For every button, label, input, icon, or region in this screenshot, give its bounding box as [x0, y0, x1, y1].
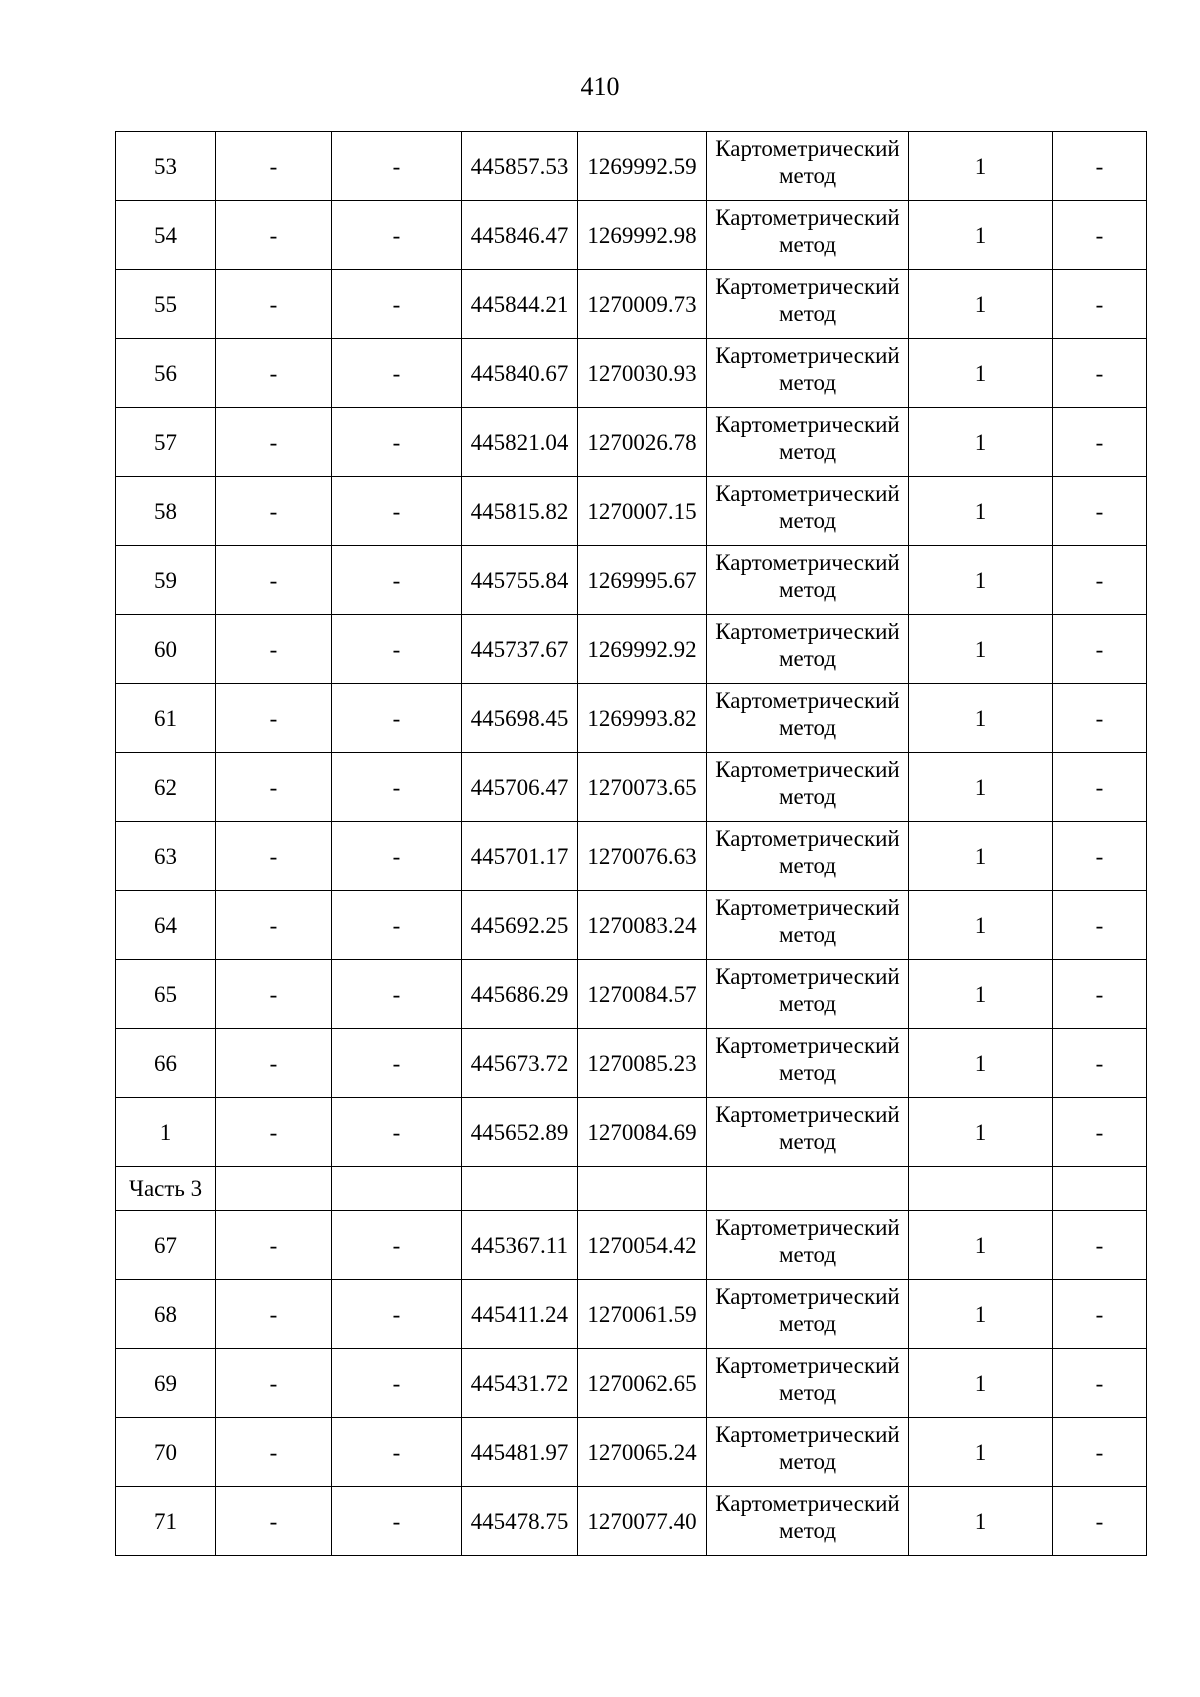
point-number-cell: 68: [116, 1280, 216, 1349]
dash-cell: -: [332, 1098, 462, 1167]
point-number-cell: 61: [116, 684, 216, 753]
y-coordinate-cell: 1270076.63: [578, 822, 707, 891]
method-cell: [707, 1280, 909, 1349]
dash-cell: -: [1053, 1487, 1147, 1556]
method-cell: [707, 1418, 909, 1487]
dash-cell: -: [1053, 1211, 1147, 1280]
x-coordinate-cell: 445706.47: [462, 753, 578, 822]
table-row: [116, 1211, 1147, 1280]
method-cell: [707, 270, 909, 339]
y-coordinate-cell: 1270083.24: [578, 891, 707, 960]
dash-cell: -: [332, 1211, 462, 1280]
point-number-cell: 64: [116, 891, 216, 960]
method-line-2: метод: [778, 646, 837, 671]
dash-cell: -: [332, 1349, 462, 1418]
table-row: [116, 1349, 1147, 1418]
method-line-2: метод: [778, 715, 837, 740]
method-line-1: Картометрический: [715, 1491, 900, 1516]
dash-cell: -: [1053, 891, 1147, 960]
dash-cell: -: [332, 546, 462, 615]
dash-cell: -: [332, 822, 462, 891]
dash-cell: -: [216, 1418, 332, 1487]
x-coordinate-cell: 445840.67: [462, 339, 578, 408]
table-row: [116, 339, 1147, 408]
dash-cell: -: [332, 891, 462, 960]
dash-cell: -: [1053, 1280, 1147, 1349]
method-line-2: метод: [778, 1380, 837, 1405]
accuracy-cell: 1: [909, 1418, 1053, 1487]
accuracy-cell: 1: [909, 132, 1053, 201]
y-coordinate-cell: 1270007.15: [578, 477, 707, 546]
point-number-cell: 71: [116, 1487, 216, 1556]
point-number-cell: 67: [116, 1211, 216, 1280]
table-row: [116, 891, 1147, 960]
y-coordinate-cell: 1269993.82: [578, 684, 707, 753]
method-line-1: Картометрический: [715, 481, 900, 506]
empty-cell: [707, 1167, 909, 1211]
x-coordinate-cell: 445755.84: [462, 546, 578, 615]
dash-cell: -: [216, 132, 332, 201]
dash-cell: -: [332, 270, 462, 339]
x-coordinate-cell: 445701.17: [462, 822, 578, 891]
method-cell: [707, 1487, 909, 1556]
accuracy-cell: 1: [909, 960, 1053, 1029]
empty-cell: [578, 1167, 707, 1211]
dash-cell: -: [1053, 477, 1147, 546]
y-coordinate-cell: 1270026.78: [578, 408, 707, 477]
accuracy-cell: 1: [909, 1280, 1053, 1349]
dash-cell: -: [332, 1029, 462, 1098]
x-coordinate-cell: 445431.72: [462, 1349, 578, 1418]
accuracy-cell: 1: [909, 408, 1053, 477]
x-coordinate-cell: 445698.45: [462, 684, 578, 753]
dash-cell: -: [216, 408, 332, 477]
x-coordinate-cell: 445478.75: [462, 1487, 578, 1556]
x-coordinate-cell: 445652.89: [462, 1098, 578, 1167]
point-number-cell: 54: [116, 201, 216, 270]
x-coordinate-cell: 445737.67: [462, 615, 578, 684]
x-coordinate-cell: 445844.21: [462, 270, 578, 339]
dash-cell: -: [216, 684, 332, 753]
method-cell: [707, 339, 909, 408]
x-coordinate-cell: 445692.25: [462, 891, 578, 960]
empty-cell: [1053, 1167, 1147, 1211]
point-number-cell: 58: [116, 477, 216, 546]
method-line-2: метод: [778, 163, 837, 188]
method-line-1: Картометрический: [715, 619, 900, 644]
accuracy-cell: 1: [909, 270, 1053, 339]
point-number-cell: 59: [116, 546, 216, 615]
dash-cell: -: [332, 477, 462, 546]
y-coordinate-cell: 1269992.98: [578, 201, 707, 270]
method-line-2: метод: [778, 1518, 837, 1543]
dash-cell: -: [216, 1349, 332, 1418]
y-coordinate-cell: 1269992.92: [578, 615, 707, 684]
method-cell: [707, 960, 909, 1029]
dash-cell: -: [1053, 1349, 1147, 1418]
accuracy-cell: 1: [909, 201, 1053, 270]
point-number-cell: 1: [116, 1098, 216, 1167]
dash-cell: -: [1053, 960, 1147, 1029]
accuracy-cell: 1: [909, 546, 1053, 615]
x-coordinate-cell: 445686.29: [462, 960, 578, 1029]
method-line-1: Картометрический: [715, 895, 900, 920]
dash-cell: -: [216, 546, 332, 615]
table-row: [116, 408, 1147, 477]
dash-cell: -: [332, 339, 462, 408]
method-line-2: метод: [778, 991, 837, 1016]
table-row: [116, 546, 1147, 615]
method-cell: [707, 477, 909, 546]
method-line-2: метод: [778, 853, 837, 878]
method-line-1: Картометрический: [715, 1353, 900, 1378]
page-number: 410: [580, 72, 620, 101]
y-coordinate-cell: 1270085.23: [578, 1029, 707, 1098]
accuracy-cell: 1: [909, 477, 1053, 546]
dash-cell: -: [1053, 201, 1147, 270]
table-row: [116, 1029, 1147, 1098]
dash-cell: -: [216, 339, 332, 408]
point-number-cell: 55: [116, 270, 216, 339]
table-row: [116, 1098, 1147, 1167]
method-line-1: Картометрический: [715, 412, 900, 437]
method-cell: [707, 546, 909, 615]
method-line-1: Картометрический: [715, 136, 900, 161]
x-coordinate-cell: 445367.11: [462, 1211, 578, 1280]
method-line-2: метод: [778, 577, 837, 602]
dash-cell: -: [1053, 684, 1147, 753]
table-row: [116, 201, 1147, 270]
accuracy-cell: 1: [909, 1349, 1053, 1418]
dash-cell: -: [332, 1418, 462, 1487]
method-cell: [707, 1098, 909, 1167]
dash-cell: -: [332, 753, 462, 822]
dash-cell: -: [216, 1487, 332, 1556]
method-line-2: метод: [778, 1449, 837, 1474]
method-line-2: метод: [778, 232, 837, 257]
dash-cell: -: [1053, 339, 1147, 408]
x-coordinate-cell: 445673.72: [462, 1029, 578, 1098]
x-coordinate-cell: 445857.53: [462, 132, 578, 201]
dash-cell: -: [332, 684, 462, 753]
point-number-cell: 60: [116, 615, 216, 684]
dash-cell: -: [1053, 753, 1147, 822]
method-line-2: метод: [778, 1060, 837, 1085]
dash-cell: -: [216, 477, 332, 546]
method-cell: [707, 132, 909, 201]
point-number-cell: 53: [116, 132, 216, 201]
coordinates-table-body: [116, 132, 1147, 1556]
table-row: [116, 960, 1147, 1029]
dash-cell: -: [1053, 822, 1147, 891]
accuracy-cell: 1: [909, 1098, 1053, 1167]
method-cell: [707, 753, 909, 822]
accuracy-cell: 1: [909, 822, 1053, 891]
y-coordinate-cell: 1270073.65: [578, 753, 707, 822]
empty-cell: [462, 1167, 578, 1211]
table-row: [116, 822, 1147, 891]
point-number-cell: 66: [116, 1029, 216, 1098]
dash-cell: -: [332, 1487, 462, 1556]
method-line-2: метод: [778, 922, 837, 947]
accuracy-cell: 1: [909, 753, 1053, 822]
dash-cell: -: [216, 960, 332, 1029]
coordinates-table: [115, 131, 1147, 1556]
method-line-1: Картометрический: [715, 826, 900, 851]
x-coordinate-cell: 445815.82: [462, 477, 578, 546]
dash-cell: -: [332, 960, 462, 1029]
dash-cell: -: [216, 1280, 332, 1349]
table-row: [116, 684, 1147, 753]
y-coordinate-cell: 1270065.24: [578, 1418, 707, 1487]
empty-cell: [909, 1167, 1053, 1211]
dash-cell: -: [332, 201, 462, 270]
method-line-2: метод: [778, 1242, 837, 1267]
point-number-cell: 65: [116, 960, 216, 1029]
accuracy-cell: 1: [909, 615, 1053, 684]
y-coordinate-cell: 1270030.93: [578, 339, 707, 408]
method-line-2: метод: [778, 301, 837, 326]
accuracy-cell: 1: [909, 339, 1053, 408]
method-cell: [707, 1211, 909, 1280]
dash-cell: -: [1053, 408, 1147, 477]
accuracy-cell: 1: [909, 1487, 1053, 1556]
method-cell: [707, 408, 909, 477]
dash-cell: -: [216, 201, 332, 270]
table-row: [116, 1487, 1147, 1556]
dash-cell: -: [1053, 1098, 1147, 1167]
dash-cell: -: [216, 1211, 332, 1280]
dash-cell: -: [216, 1098, 332, 1167]
method-cell: [707, 684, 909, 753]
method-cell: [707, 891, 909, 960]
dash-cell: -: [1053, 615, 1147, 684]
dash-cell: -: [1053, 1418, 1147, 1487]
point-number-cell: 69: [116, 1349, 216, 1418]
y-coordinate-cell: 1269992.59: [578, 132, 707, 201]
method-line-1: Картометрический: [715, 1284, 900, 1309]
accuracy-cell: 1: [909, 1029, 1053, 1098]
method-line-1: Картометрический: [715, 757, 900, 782]
point-number-cell: 63: [116, 822, 216, 891]
method-line-2: метод: [778, 784, 837, 809]
method-cell: [707, 201, 909, 270]
table-row: [116, 1280, 1147, 1349]
method-line-1: Картометрический: [715, 343, 900, 368]
method-line-1: Картометрический: [715, 274, 900, 299]
dash-cell: -: [1053, 270, 1147, 339]
x-coordinate-cell: 445821.04: [462, 408, 578, 477]
accuracy-cell: 1: [909, 1211, 1053, 1280]
accuracy-cell: 1: [909, 684, 1053, 753]
dash-cell: -: [332, 1280, 462, 1349]
dash-cell: -: [1053, 1029, 1147, 1098]
y-coordinate-cell: 1270009.73: [578, 270, 707, 339]
method-line-2: метод: [778, 439, 837, 464]
method-line-1: Картометрический: [715, 1422, 900, 1447]
table-row: [116, 1418, 1147, 1487]
dash-cell: -: [216, 270, 332, 339]
dash-cell: -: [216, 891, 332, 960]
y-coordinate-cell: 1269995.67: [578, 546, 707, 615]
dash-cell: -: [216, 753, 332, 822]
method-cell: [707, 1349, 909, 1418]
y-coordinate-cell: 1270084.57: [578, 960, 707, 1029]
method-line-1: Картометрический: [715, 1215, 900, 1240]
method-cell: [707, 822, 909, 891]
section-row: [116, 1167, 1147, 1211]
dash-cell: -: [216, 1029, 332, 1098]
x-coordinate-cell: 445481.97: [462, 1418, 578, 1487]
method-line-2: метод: [778, 370, 837, 395]
method-line-1: Картометрический: [715, 964, 900, 989]
dash-cell: -: [332, 615, 462, 684]
x-coordinate-cell: 445411.24: [462, 1280, 578, 1349]
method-line-2: метод: [778, 1129, 837, 1154]
y-coordinate-cell: 1270062.65: [578, 1349, 707, 1418]
method-line-1: Картометрический: [715, 1033, 900, 1058]
table-row: [116, 270, 1147, 339]
method-line-1: Картометрический: [715, 1102, 900, 1127]
table-row: [116, 132, 1147, 201]
accuracy-cell: 1: [909, 891, 1053, 960]
method-line-2: метод: [778, 508, 837, 533]
point-number-cell: 62: [116, 753, 216, 822]
y-coordinate-cell: 1270077.40: [578, 1487, 707, 1556]
empty-cell: [332, 1167, 462, 1211]
table-row: [116, 615, 1147, 684]
dash-cell: -: [1053, 132, 1147, 201]
method-line-1: Картометрический: [715, 205, 900, 230]
point-number-cell: 57: [116, 408, 216, 477]
dash-cell: -: [216, 615, 332, 684]
dash-cell: -: [1053, 546, 1147, 615]
method-cell: [707, 1029, 909, 1098]
method-line-1: Картометрический: [715, 688, 900, 713]
x-coordinate-cell: 445846.47: [462, 201, 578, 270]
method-line-1: Картометрический: [715, 550, 900, 575]
dash-cell: -: [216, 822, 332, 891]
y-coordinate-cell: 1270054.42: [578, 1211, 707, 1280]
empty-cell: [216, 1167, 332, 1211]
point-number-cell: 56: [116, 339, 216, 408]
y-coordinate-cell: 1270084.69: [578, 1098, 707, 1167]
point-number-cell: 70: [116, 1418, 216, 1487]
table-row: [116, 753, 1147, 822]
table-row: [116, 477, 1147, 546]
method-cell: [707, 615, 909, 684]
section-label: Часть 3: [116, 1167, 216, 1211]
dash-cell: -: [332, 132, 462, 201]
dash-cell: -: [332, 408, 462, 477]
method-line-2: метод: [778, 1311, 837, 1336]
y-coordinate-cell: 1270061.59: [578, 1280, 707, 1349]
